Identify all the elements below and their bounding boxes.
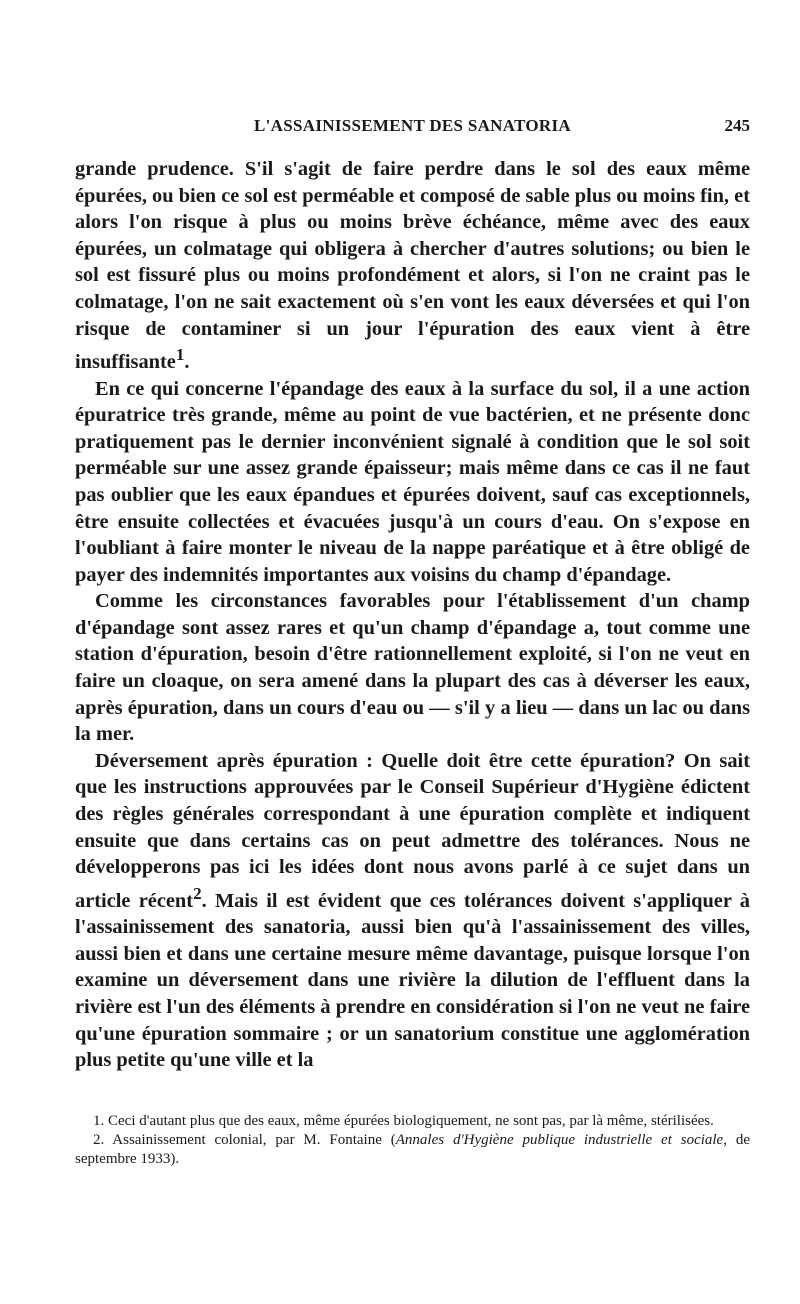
paragraph-3: Comme les circonstances favorables pour l'établissement d'un champ d'épandage sont assez rares et qu'un champ d'épandage a, tout comme une station d'épuration, besoin d'être rationnellement exploité, si l'on ne veut en faire un cloaque, on sera amené dans la plupart des cas à déverser les eaux, après épuration, dans un cours d'eau ou — s'il y a lieu — dans un lac ou dans la mer.: [75, 590, 750, 746]
footnote-text: 2. Assainissement colonial, par M. Fontaine (: [93, 1131, 396, 1148]
footnote-text-end: , de septembre 1933).: [75, 1131, 751, 1167]
paragraph-1: [75, 156, 750, 376]
footnote-1: 1. Ceci d'autant plus que des eaux, même épurées biologiquement, ne sont pas, par là même, stérilisées.: [93, 1112, 714, 1129]
body-text: [75, 156, 750, 1074]
footnote-2: [75, 1131, 750, 1169]
footnote-ref-1: 1: [175, 345, 185, 365]
footnote-ref-2: 2: [193, 883, 202, 903]
paragraph-2: En ce qui concerne l'épandage des eaux à la surface du sol, il a une action épuratrice très grande, même au point de vue bactérien, et ne présente donc pratiquement pas le dernier inconvénient signalé à condition que le sol soit perméable sur une assez grande épaisseur; mais même dans ce cas il ne faut pas oublier que les eaux épandues et épurées doivent, sauf cas exceptionnels, être ensuite collectées et évacuées jusqu'à un cours d'eau. On s'expose en l'oubliant à faire monter le niveau de la nappe paréatique et à être obligé de payer des indemnités importantes aux voisins du champ d'épandage.: [75, 377, 750, 586]
paragraph-4: [75, 748, 750, 1074]
running-title: L'ASSAINISSEMENT DES SANATORIA: [254, 116, 571, 135]
journal-title: Annales d'Hygiène publique industrielle et sociale: [395, 1131, 724, 1148]
paragraph-text-end: .: [184, 350, 190, 373]
paragraph-text: Déversement après épuration : Quelle doit être cette épuration? On sait que les instructions approuvées par le Conseil Supérieur d'Hygiène édictent des règles générales correspondant à une épuration complète et indiquent ensuite que dans certains cas on peut admettre des tolérances. Nous ne développerons pas ici les idées dont nous avons parlé à ce sujet dans un article récent: [75, 749, 750, 912]
footnotes: [75, 1112, 750, 1169]
paragraph-text-continued: . Mais il est évident que ces tolérances doivent s'appliquer à l'assainissement des sanatoria, aussi bien qu'à l'assainissement des villes, aussi bien et dans une certaine mesure même davantage, puisque lorsque l'on examine un déversement dans une rivière la dilution de l'effluent dans la rivière est l'un des éléments à prendre en considération si l'on ne veut ne faire qu'une épuration sommaire ; or un sanatorium constitue une agglomération plus petite qu'une ville et la: [75, 889, 750, 1072]
page-number: 245: [724, 116, 750, 135]
running-head: [75, 116, 750, 144]
paragraph-text: grande prudence. S'il s'agit de faire perdre dans le sol des eaux même épurées, ou bien ce sol est perméable et composé de sable plus ou moins fin, et alors l'on risque à plus ou moins brève échéance, même avec des eaux épurées, un colmatage qui obligera à chercher d'autres solutions; ou bien le sol est fissuré plus ou moins profondément et alors, si l'on ne craint pas le colmatage, l'on ne sait exactement où s'en vont les eaux déversées et qui l'on risque de contaminer si un jour l'épuration des eaux vient à être insuffisante: [75, 158, 750, 373]
page: [75, 116, 750, 1169]
